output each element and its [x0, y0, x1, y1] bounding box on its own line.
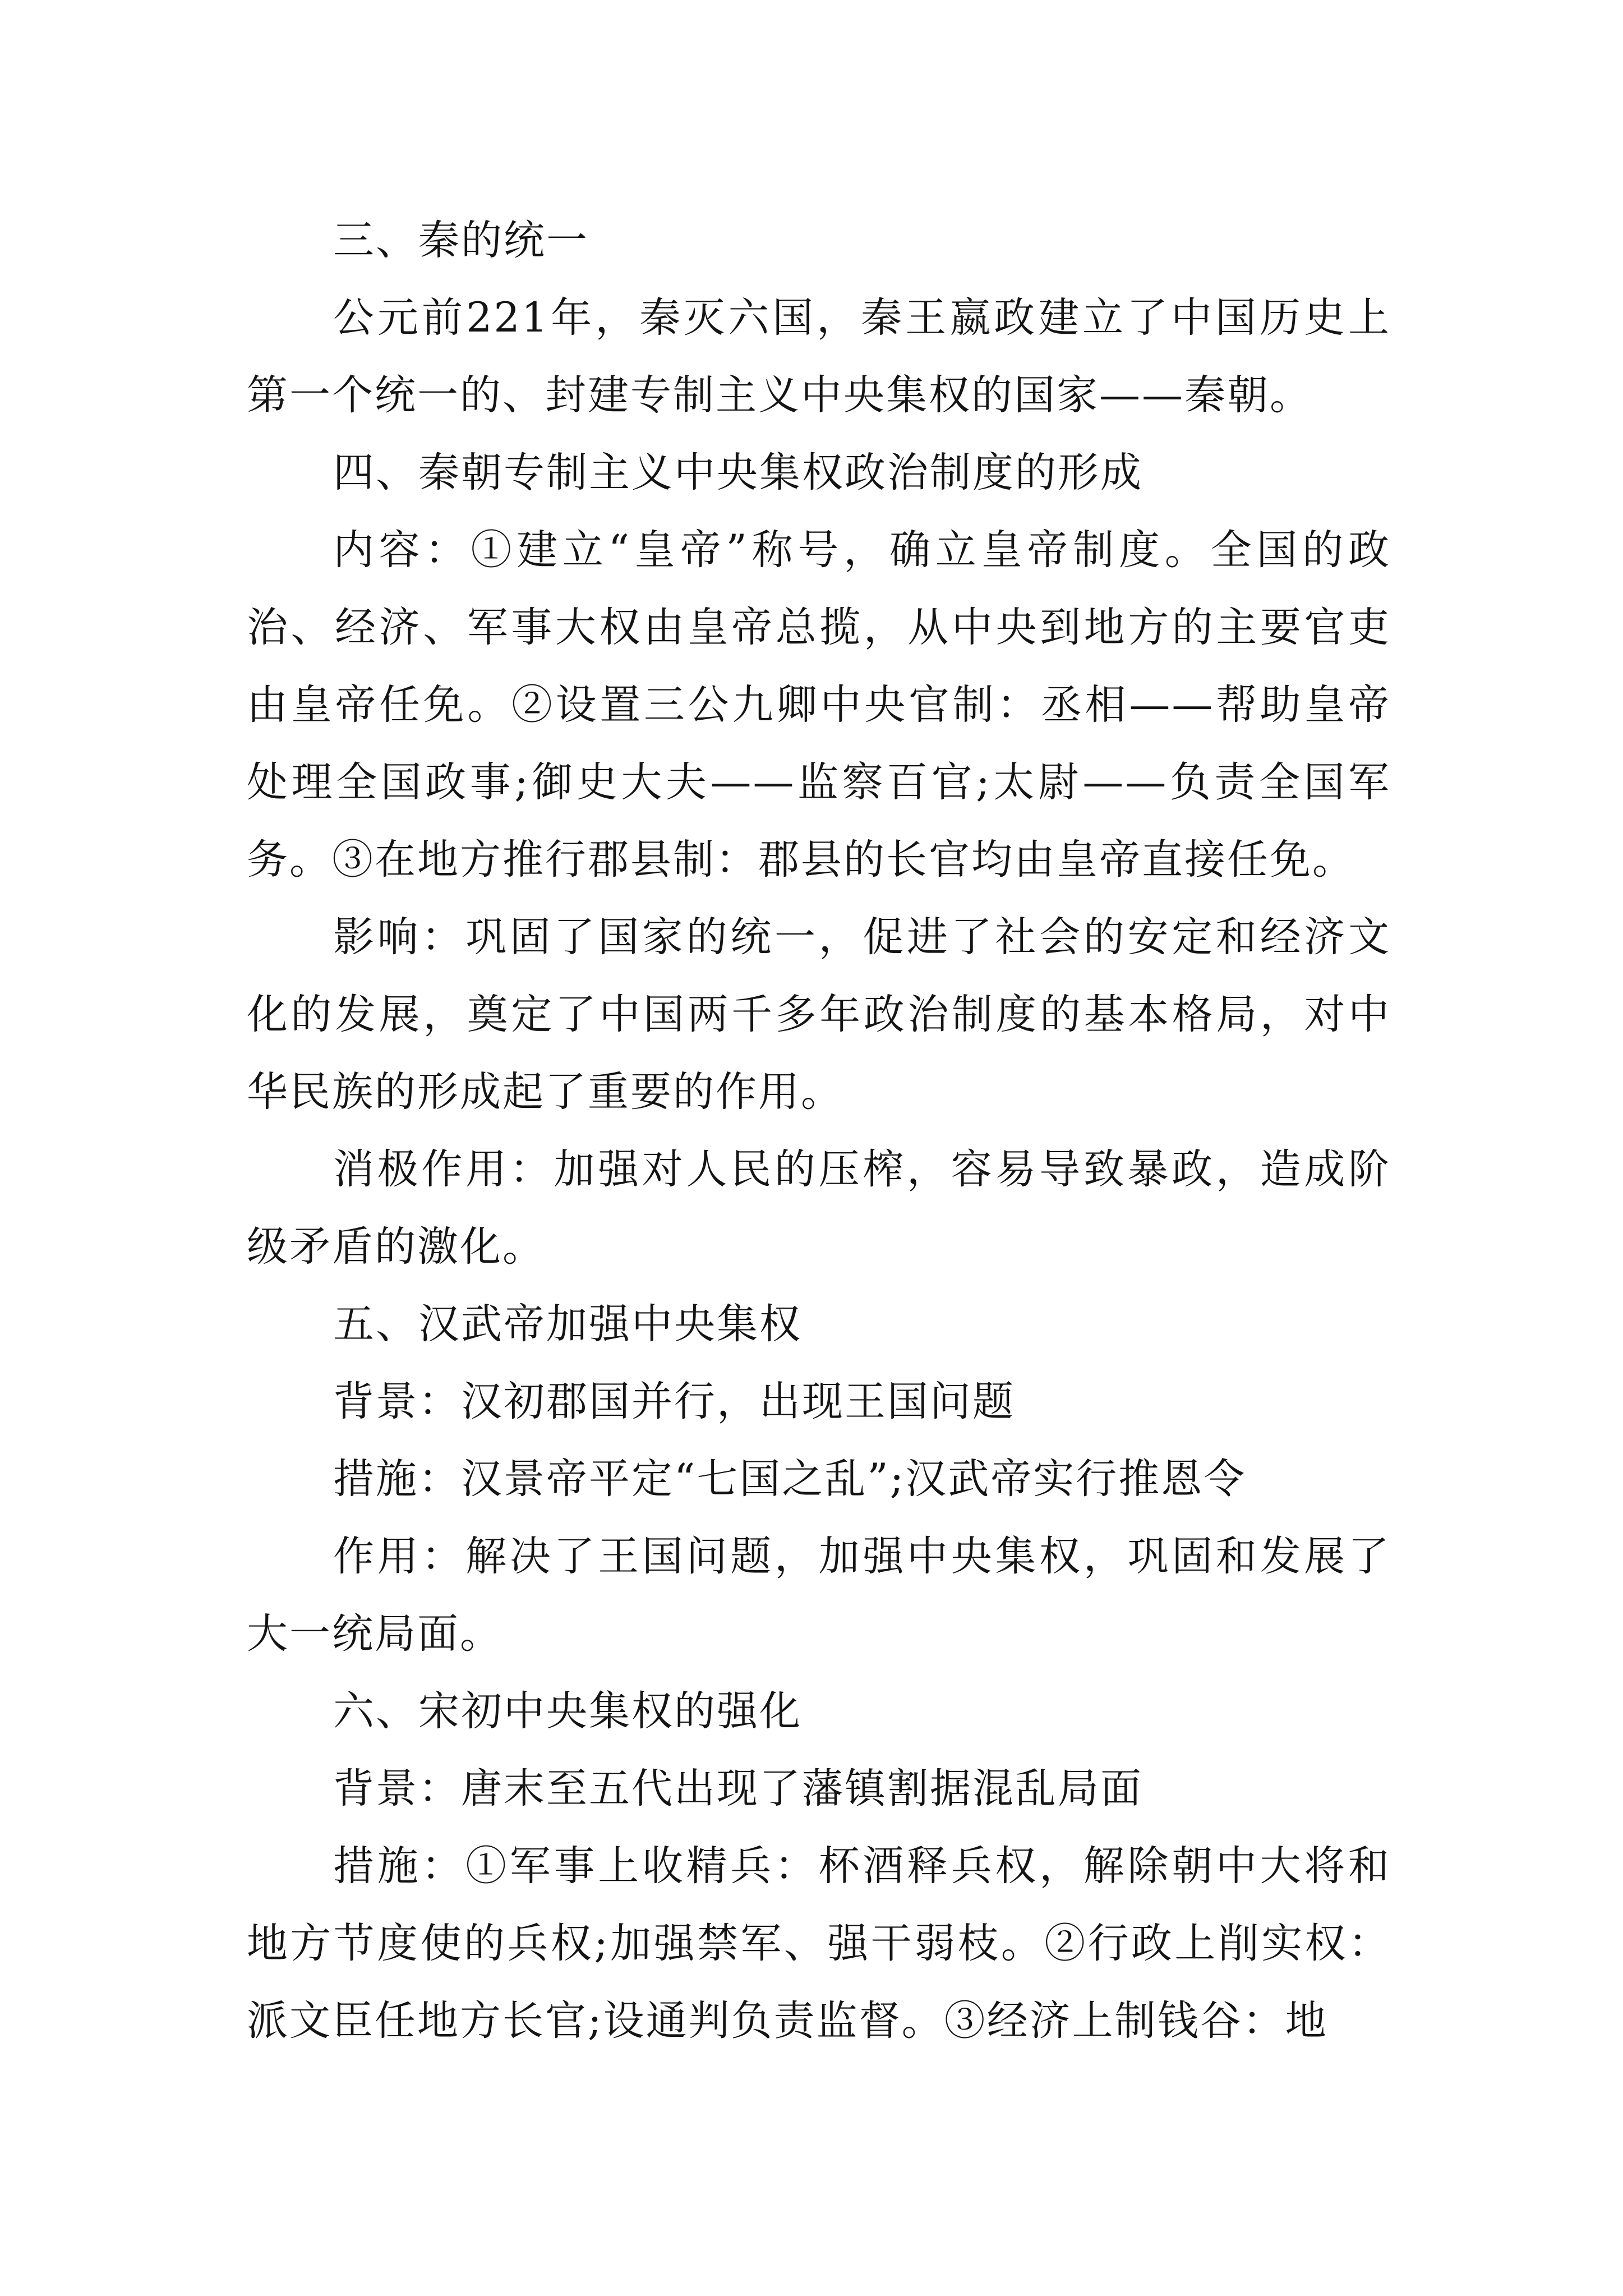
paragraph-song-measures: 措施：①军事上收精兵：杯酒释兵权，解除朝中大将和地方节度使的兵权;加强禁军、强干弱枝。②行政上削实权：派文臣任地方长官;设通判负责监督。③经济上制钱谷：地: [247, 1842, 1391, 2045]
paragraph-qin-unification: 公元前221年，秦灭六国，秦王嬴政建立了中国历史上第一个统一的、封建专制主义中央集权的国家——秦朝。: [247, 294, 1391, 419]
section-heading-song: 六、宋初中央集权的强化: [333, 1687, 802, 1735]
section-heading-qin-unification: 三、秦的统一: [333, 217, 589, 264]
section-heading-han-wudi: 五、汉武帝加强中央集权: [333, 1300, 802, 1348]
paragraph-qin-content: 内容：①建立“皇帝”称号，确立皇帝制度。全国的政治、经济、军事大权由皇帝总揽，从中央到地方的主要官吏由皇帝任免。②设置三公九卿中央官制：丞相——帮助皇帝处理全国政事;御史大夫——监察百官;太尉——负责全国军务。③在地方推行郡县制：郡县的长官均由皇帝直接任免。: [247, 526, 1391, 884]
paragraph-qin-negative: 消极作用：加强对人民的压榨，容易导致暴政，造成阶级矛盾的激化。: [247, 1145, 1391, 1271]
section-heading-qin-system: 四、秦朝专制主义中央集权政治制度的形成: [333, 449, 1143, 496]
paragraph-song-background: 背景：唐末至五代出现了藩镇割据混乱局面: [333, 1765, 1143, 1812]
paragraph-han-effect: 作用：解决了王国问题，加强中央集权，巩固和发展了大一统局面。: [247, 1533, 1391, 1658]
paragraph-han-measures: 措施：汉景帝平定“七国之乱”;汉武帝实行推恩令: [333, 1455, 1247, 1503]
document-body: [247, 202, 1391, 2060]
paragraph-qin-influence: 影响：巩固了国家的统一，促进了社会的安定和经济文化的发展，奠定了中国两千多年政治制度的基本格局，对中华民族的形成起了重要的作用。: [247, 913, 1391, 1116]
paragraph-han-background: 背景：汉初郡国并行，出现王国问题: [333, 1378, 1015, 1425]
